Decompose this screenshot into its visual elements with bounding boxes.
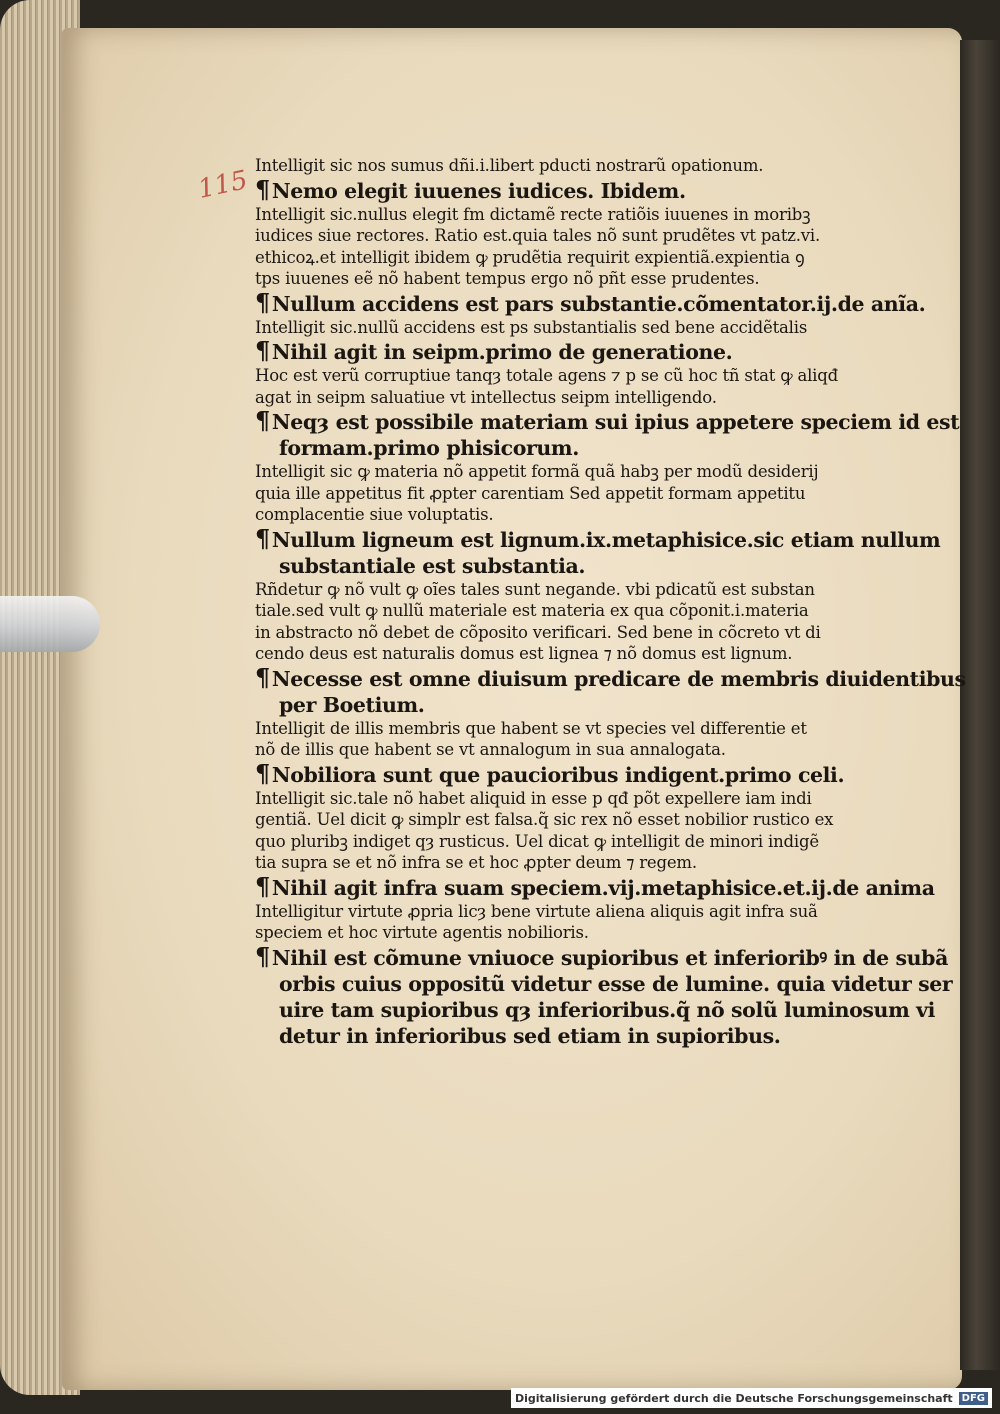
- gloss-line: nõ de illis que habent se vt annalogum in sua annalogata.: [255, 740, 726, 759]
- gloss-line: quo pluribꝫ indiget qȝ rusticus. Uel dicat ꝙ intelligit de minori indigẽ: [255, 831, 819, 851]
- footer-credit: [511, 1388, 992, 1408]
- footer-credit-text: Digitalisierung gefördert durch die Deutsche Forschungsgemeinschaft: [514, 1391, 953, 1405]
- heading-text: Nobiliora sunt que paucioribus indigent.primo celi.: [271, 762, 845, 787]
- gloss-line: Intelligit de illis membris que habent se vt species vel differentie et: [255, 718, 807, 738]
- heading-text: Nemo elegit iuuenes iudices. Ibidem.: [271, 178, 686, 203]
- margin-annotation: 115: [195, 165, 251, 205]
- heading-continuation: [255, 997, 935, 1023]
- gloss-line: tia supra se et nõ infra se et hoc ꝓpter deum ⁊ regem.: [255, 853, 697, 872]
- heading-text: per Boetium.: [279, 692, 425, 717]
- dfg-logo: DFG: [959, 1392, 988, 1405]
- heading-line: [255, 287, 926, 317]
- gloss-line: complacentie siue voluptatis.: [255, 505, 494, 524]
- gloss-line: gentiã. Uel dicit ꝙ simplr est falsa.q̃ sic rex nõ esset nobilior rustico ex: [255, 810, 834, 829]
- heading-continuation: [255, 1023, 895, 1049]
- heading-text: Neqȝ est possibile materiam sui ipius appetere speciem id est: [271, 410, 960, 434]
- gloss-line: Intelligitur virtute ꝓpria licȝ bene virtute aliena aliquis agit infra suã: [255, 901, 818, 921]
- heading-text: formam.primo phisicorum.: [279, 436, 579, 460]
- gloss-line: speciem et hoc virtute agentis nobilioris.: [255, 923, 589, 942]
- paragraph-mark-icon: ¶: [255, 871, 270, 901]
- heading-continuation: [255, 692, 895, 718]
- heading-text: orbis cuius oppositũ videtur esse de lumine. quia videtur ser: [279, 971, 953, 996]
- gloss-line: Intelligit sic.tale nõ habet aliquid in esse p qđ põt expellere iam indi: [255, 788, 812, 808]
- paragraph-mark-icon: ¶: [255, 336, 270, 365]
- heading-text: substantiale est substantia.: [279, 553, 586, 578]
- heading-continuation: [255, 553, 895, 579]
- heading-text: Nihil est cõmune vniuoce supioribus et inferioribꝰ in de subã: [271, 945, 948, 970]
- gloss-line: iudices siue rectores. Ratio est.quia tales nõ sunt prudẽtes vt patz.vi.: [255, 226, 821, 245]
- heading-line: [255, 941, 948, 971]
- heading-continuation: [255, 971, 953, 997]
- heading-line: [255, 174, 895, 204]
- text-block: [255, 155, 966, 1049]
- heading-text: Nihil agit infra suam speciem.vij.metaphisice.et.ij.de anima: [271, 875, 935, 900]
- facing-page-edge: [960, 40, 1000, 1370]
- paragraph-mark-icon: ¶: [255, 662, 270, 692]
- heading-line: [255, 523, 941, 553]
- paragraph-mark-icon: ¶: [255, 174, 270, 204]
- gloss-line: quia ille appetitus fit ꝓpter carentiam Sed appetit formam appetitu: [255, 483, 806, 503]
- gloss-line: tiale.sed vult ꝙ nullũ materiale est materia ex qua cõponit.i.materia: [255, 601, 809, 620]
- gloss-line: Intelligit sic ꝙ materia nõ appetit formã quã habꝫ per modũ desiderij: [255, 462, 819, 481]
- gloss-line: agat in seipm saluatiue vt intellectus seipm intelligendo.: [255, 387, 717, 407]
- gloss-line: tps iuuenes eẽ nõ habent tempus ergo nõ pñt esse prudentes.: [255, 269, 760, 288]
- gloss-line: Intelligit sic.nullus elegit fm dictamẽ recte ratiõis iuuenes in moribꝫ: [255, 204, 811, 224]
- gloss-line: Intelligit sic.nullũ accidens est ps substantialis sed bene accidẽtalis: [255, 317, 808, 337]
- gloss-line: ethicoꝝ.et intelligit ibidem ꝙ prudẽtia requirit expientiã.expientia ꝯ: [255, 247, 805, 267]
- heading-text: Nihil agit in seipm.primo de generatione.: [271, 340, 733, 364]
- heading-text: uire tam supioribus qȝ inferioribus.q̃ nõ solũ luminosum vi: [279, 997, 935, 1022]
- gloss-line: Hoc est verũ corruptiue tanqȝ totale agens ⁊ p se cũ hoc tñ stat ꝙ aliqđ: [255, 366, 838, 385]
- heading-line: [255, 758, 895, 788]
- heading-text: Nullum ligneum est lignum.ix.metaphisice.sic etiam nullum: [271, 527, 941, 552]
- gloss-line: Rñdetur ꝙ nõ vult ꝙ oĩes tales sunt negande. vbi pdicatũ est substan: [255, 579, 815, 599]
- gloss-line: cendo deus est naturalis domus est lignea ⁊ nõ domus est lignum.: [255, 644, 793, 663]
- paragraph-mark-icon: ¶: [255, 287, 270, 317]
- heading-line: [255, 871, 935, 901]
- paragraph-mark-icon: ¶: [255, 758, 270, 788]
- heading-line: [255, 406, 960, 435]
- heading-text: Nullum accidens est pars substantie.cõmentator.ij.de anĩa.: [271, 291, 926, 316]
- heading-text: detur in inferioribus sed etiam in supioribus.: [279, 1023, 781, 1048]
- heading-continuation: [255, 435, 895, 461]
- paragraph-mark-icon: ¶: [255, 523, 270, 553]
- heading-line: [255, 662, 966, 692]
- heading-line: [255, 338, 895, 365]
- gloss-line: in abstracto nõ debet de cõposito verificari. Sed bene in cõcreto vt di: [255, 622, 821, 642]
- page-clip: [0, 596, 100, 652]
- paragraph-mark-icon: ¶: [255, 406, 270, 435]
- gloss-line: Intelligit sic nos sumus dñi.i.libert pducti nostrarũ opationum.: [255, 156, 764, 175]
- paragraph-mark-icon: ¶: [255, 941, 270, 971]
- heading-text: Necesse est omne diuisum predicare de membris diuidentibus: [271, 666, 966, 691]
